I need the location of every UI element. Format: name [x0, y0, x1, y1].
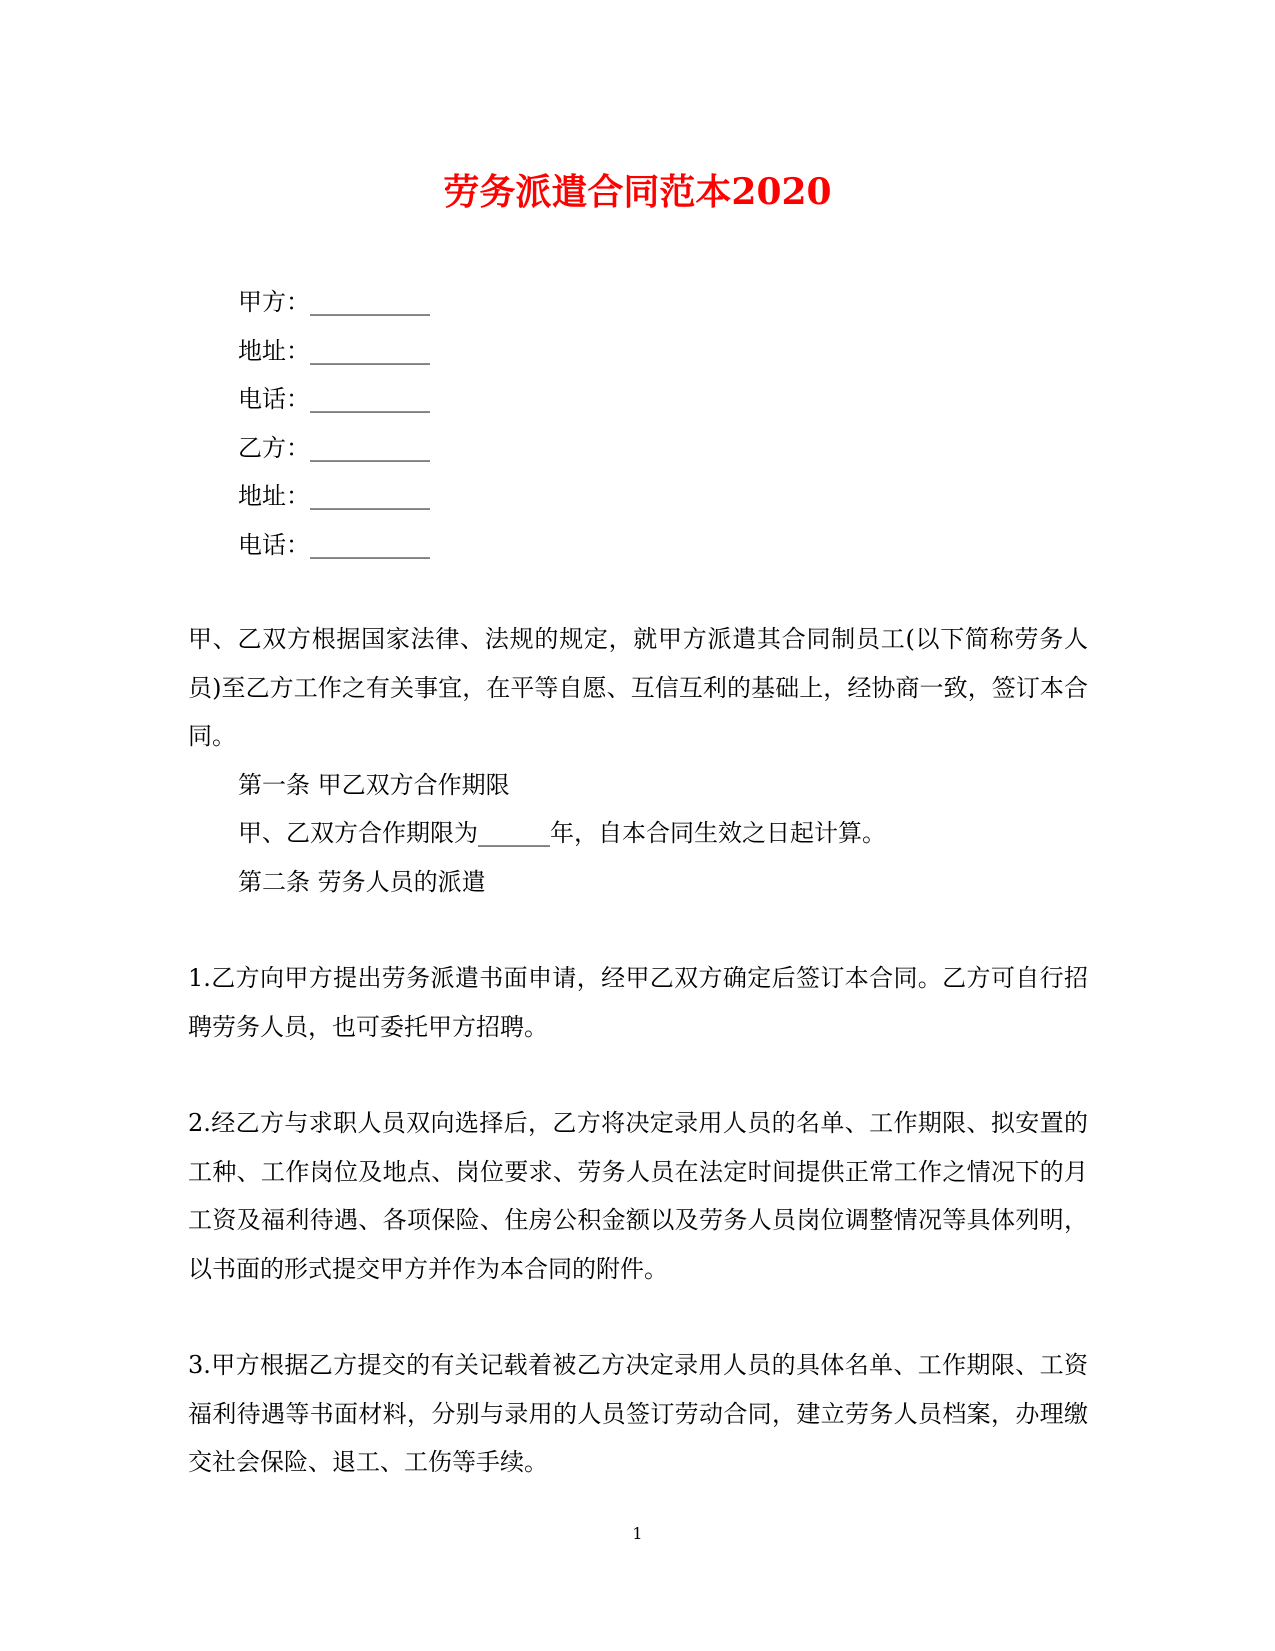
paragraph-spacer: [188, 1293, 1088, 1341]
party-a-address: 地址：__________: [238, 336, 430, 365]
article-1-heading: 第一条 甲乙双方合作期限: [238, 770, 510, 799]
document-title: 劳务派遣合同范本2020: [443, 171, 832, 213]
party-b-name: 乙方：__________: [238, 433, 430, 462]
party-b-address: 地址：__________: [238, 482, 430, 510]
article-2-item-3: 3.甲方根据乙方提交的有关记载着被乙方决定录用人员的具体名单、工作期限、工资福利待遇等书面材料，分别与录用的人员签订劳动合同，建立劳务人员档案，办理缴交社会保险、退工、工伤等手续。: [188, 1351, 1088, 1476]
paragraph-spacer: [188, 1051, 1088, 1099]
article-2-heading: 第二条 劳务人员的派遣: [238, 867, 486, 896]
article-2-item-2: 2.经乙方与求职人员双向选择后，乙方将决定录用人员的名单、工作期限、拟安置的工种、工作岗位及地点、岗位要求、劳务人员在法定时间提供正常工作之情况下的月工资及福利待遇、各项保险、住房公积金额以及劳务人员岗位调整情况等具体列明，以书面的形式提交甲方并作为本合同的附件。: [188, 1109, 1088, 1283]
party-info-block: [238, 278, 838, 569]
paragraph-spacer: [188, 906, 1088, 954]
party-b-phone: 电话：__________: [238, 530, 430, 559]
party-a-phone: 电话：__________: [238, 385, 430, 413]
article-2-item-1: 1.乙方向甲方提出劳务派遣书面申请，经甲乙双方确定后签订本合同。乙方可自行招聘劳务人员，也可委托甲方招聘。: [188, 964, 1088, 1041]
party-a-name: 甲方：__________: [238, 288, 430, 316]
page-number: 1: [632, 1524, 643, 1543]
article-1-text: 甲、乙双方合作期限为______年，自本合同生效之日起计算。: [238, 819, 886, 847]
intro-paragraph: 甲、乙双方根据国家法律、法规的规定，就甲方派遣其合同制员工(以下简称劳务人员)至乙方工作之有关事宜，在平等自愿、互信互利的基础上，经协商一致，签订本合同。: [188, 625, 1088, 750]
contract-body: [188, 615, 1088, 1487]
